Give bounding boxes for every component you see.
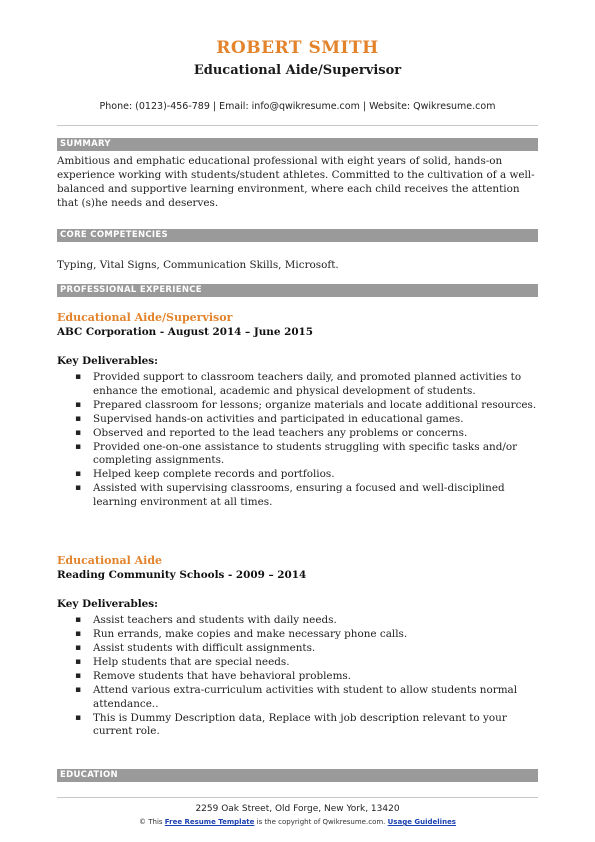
education-heading: EDUCATION <box>57 769 538 782</box>
header-divider <box>57 125 538 126</box>
bullet-dot-icon: ▪ <box>75 685 82 695</box>
contact-website: Website: Qwikresume.com <box>369 101 496 112</box>
bullet-dot-icon: ▪ <box>75 399 82 410</box>
summary-heading: SUMMARY <box>57 138 538 151</box>
list-item: ▪ Assist students with difficult assignments. <box>75 642 316 654</box>
candidate-role: Educational Aide/Supervisor <box>193 63 402 78</box>
list-item: ▪ Observed and reported to the lead teachers any problems or concerns. <box>75 426 468 439</box>
footer-address: 2259 Oak Street, Old Forge, New York, 13420 <box>195 804 400 814</box>
job-2-bullet-list <box>57 614 538 739</box>
list-item: ▪ Assist teachers and students with daily needs. <box>75 614 337 626</box>
bullet-dot-icon: ▪ <box>75 712 82 723</box>
summary-text: Ambitious and emphatic educational professional with eight years of solid, hands-on experience working with students/student athletes. Committed to the cultivation of a well-balanced and supportive learning environment, where each child receives the attention that (s)he needs and deserves. <box>57 155 535 209</box>
list-item: ▪ Attend various extra-curriculum activities with student to allow students normal attendance.. <box>75 684 518 710</box>
bullet-dot-icon: ▪ <box>75 441 82 452</box>
bullet-dot-icon: ▪ <box>75 483 82 493</box>
copyright-prefix: © This <box>139 818 163 826</box>
job-1-company: ABC Corporation - August 2014 – June 2015 <box>57 326 314 338</box>
job-1-bullet-list <box>57 371 538 510</box>
bullet-dot-icon: ▪ <box>75 671 82 681</box>
contact-separator: | <box>212 101 217 112</box>
list-item: ▪ Run errands, make copies and make necessary phone calls. <box>75 628 408 640</box>
bullet-dot-icon: ▪ <box>75 413 82 424</box>
bullet-dot-icon: ▪ <box>75 427 82 438</box>
free-resume-template-link[interactable]: Free Resume Template <box>164 818 255 826</box>
list-item: ▪ Prepared classroom for lessons; organize materials and locate additional resources. <box>75 398 537 411</box>
list-item: ▪ Help students that are special needs. <box>75 656 290 668</box>
copyright-middle: is the copyright of Qwikresume.com. <box>256 818 386 826</box>
usage-guidelines-link[interactable]: Usage Guidelines <box>387 818 456 826</box>
list-item: ▪ Remove students that have behavioral problems. <box>75 670 352 682</box>
bullet-dot-icon: ▪ <box>75 643 82 653</box>
contact-phone: Phone: (0123)-456-789 <box>99 101 210 112</box>
list-item: ▪ Assisted with supervising classrooms, ensuring a focused and well-disciplined learning environment at all times. <box>75 482 505 508</box>
bullet-dot-icon: ▪ <box>75 615 82 625</box>
contact-line <box>0 101 595 112</box>
bullet-dot-icon: ▪ <box>75 629 82 639</box>
bullet-dot-icon: ▪ <box>75 469 82 479</box>
competencies-text: Typing, Vital Signs, Communication Skills, Microsoft. <box>57 259 339 271</box>
bullet-dot-icon: ▪ <box>75 657 82 667</box>
list-item: ▪ This is Dummy Description data, Replace with job description relevant to your current role. <box>75 711 507 737</box>
list-item: ▪ Supervised hands-on activities and participated in educational games. <box>75 412 464 425</box>
experience-heading: PROFESSIONAL EXPERIENCE <box>57 284 538 297</box>
footer-copyright <box>0 818 595 826</box>
contact-email: Email: info@qwikresume.com <box>219 101 360 112</box>
job-1-deliverables-label: Key Deliverables: <box>57 355 158 367</box>
list-item: ▪ Helped keep complete records and portfolios. <box>75 468 335 480</box>
candidate-name: ROBERT SMITH <box>216 38 379 58</box>
contact-separator: | <box>362 101 367 112</box>
job-2-title: Educational Aide <box>57 554 163 567</box>
job-2-deliverables-label: Key Deliverables: <box>57 598 158 610</box>
competencies-heading: CORE COMPETENCIES <box>57 229 538 242</box>
job-1-title: Educational Aide/Supervisor <box>57 311 233 324</box>
footer-divider <box>57 797 538 798</box>
job-2-company: Reading Community Schools - 2009 – 2014 <box>57 569 307 581</box>
list-item: ▪ Provided one-on-one assistance to students struggling with specific tasks and/or completing assignments. <box>75 440 518 466</box>
bullet-dot-icon: ▪ <box>75 372 82 382</box>
list-item: ▪ Provided support to classroom teachers daily, and promoted planned activities to enhance the emotional, academic and physical development of students. <box>75 371 522 397</box>
